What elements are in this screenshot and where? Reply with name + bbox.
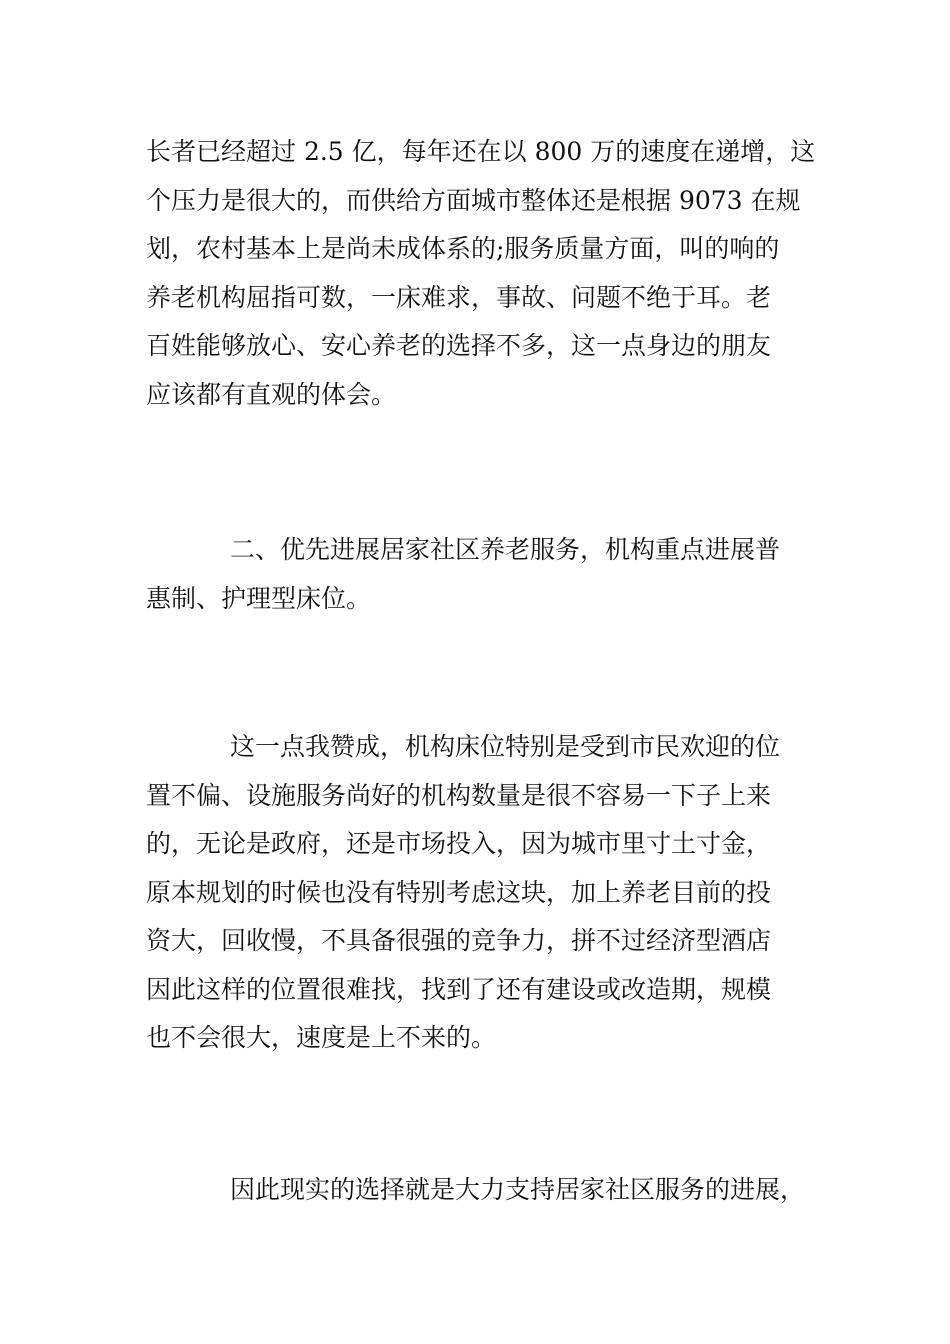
text-line: 因此现实的选择就是大力支持居家社区服务的进展， bbox=[230, 1175, 806, 1204]
text-line: 养老机构屈指可数，一床难求，事故、问题不绝于耳。老 bbox=[146, 282, 772, 312]
text-line: 原本规划的时候也没有特别考虑这块，加上养老目前的投 bbox=[146, 877, 772, 907]
text-line: 因此这样的位置很难找，找到了还有建设或改造期，规模 bbox=[146, 974, 772, 1004]
paragraph-elderly-pressure bbox=[146, 128, 826, 419]
text-line: 惠制、护理型床位。 bbox=[146, 583, 372, 613]
paragraph-realistic-choice bbox=[146, 1166, 826, 1215]
text-line: 置不偏、设施服务尚好的机构数量是很不容易一下子上来 bbox=[146, 780, 772, 810]
text-line: 百姓能够放心、安心养老的选择不多，这一点身边的朋友 bbox=[146, 331, 772, 360]
text-line: 资大，回收慢，不具备很强的竞争力，拼不过经济型酒店 bbox=[146, 926, 772, 955]
text-line: 个压力是很大的，而供给方面城市整体还是根据 9073 在规 bbox=[146, 185, 801, 215]
text-line: 二、优先进展居家社区养老服务，机构重点进展普 bbox=[230, 535, 781, 564]
text-line: 的，无论是政府，还是市场投入，因为城市里寸土寸金， bbox=[146, 829, 772, 858]
text-line: 应该都有直观的体会。 bbox=[146, 379, 397, 409]
text-line: 也不会很大，速度是上不来的。 bbox=[146, 1023, 497, 1052]
text-line: 这一点我赞成，机构床位特别是受到市民欢迎的位 bbox=[230, 732, 781, 761]
text-line: 长者已经超过 2.5 亿，每年还在以 800 万的速度在递增，这 bbox=[146, 137, 816, 166]
paragraph-agree-beds bbox=[146, 723, 826, 1063]
text-line: 划，农村基本上是尚未成体系的;服务质量方面，叫的响的 bbox=[146, 234, 780, 263]
section-heading-two bbox=[146, 526, 826, 623]
